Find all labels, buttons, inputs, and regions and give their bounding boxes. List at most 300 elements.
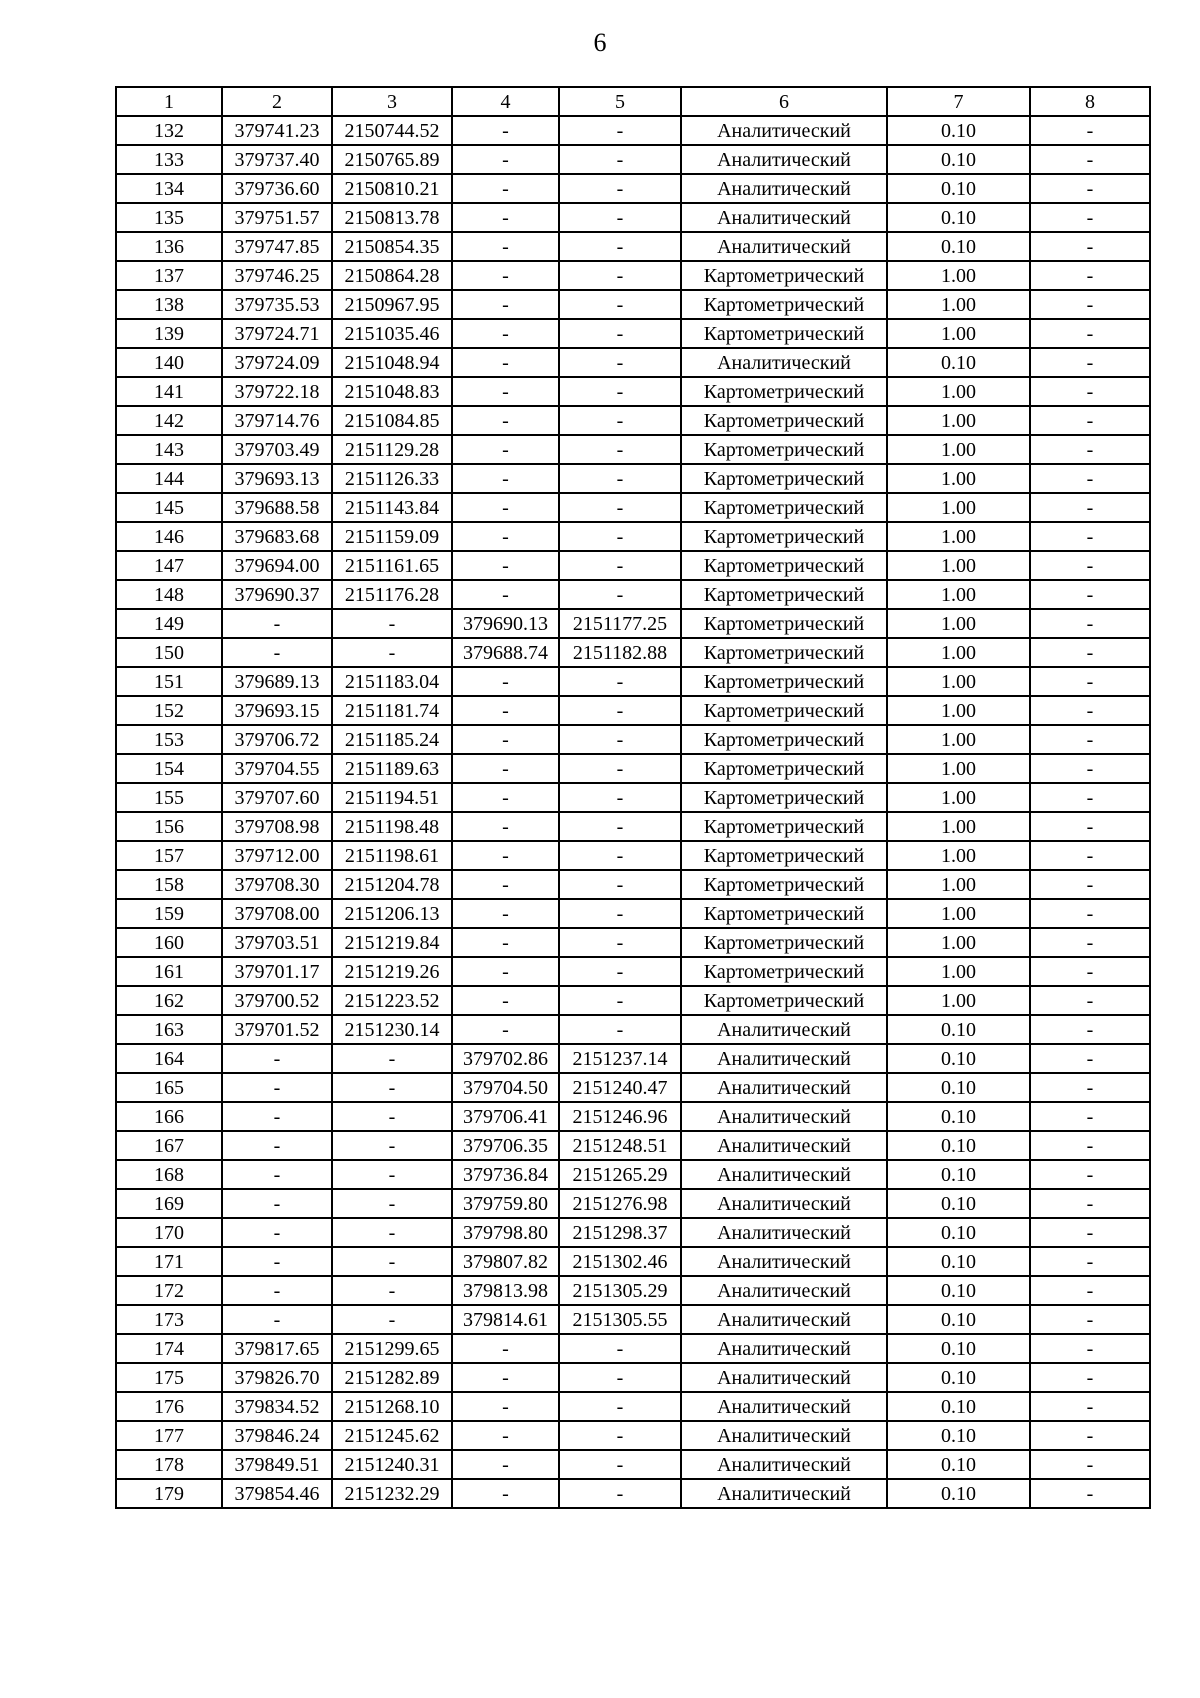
y-coordinate-cell: 2151268.10 xyxy=(332,1392,452,1421)
y-coordinate-cell: - xyxy=(332,609,452,638)
method-cell: Картометрический xyxy=(681,290,887,319)
point-number-cell: 172 xyxy=(116,1276,222,1305)
x-new-coordinate-cell: 379706.35 xyxy=(452,1131,559,1160)
accuracy-cell: 0.10 xyxy=(887,1247,1030,1276)
method-cell: Картометрический xyxy=(681,551,887,580)
point-number-cell: 166 xyxy=(116,1102,222,1131)
y-new-coordinate-cell: - xyxy=(559,348,681,377)
method-cell: Аналитический xyxy=(681,1247,887,1276)
point-number-cell: 162 xyxy=(116,986,222,1015)
x-coordinate-cell: - xyxy=(222,1305,332,1334)
x-new-coordinate-cell: - xyxy=(452,435,559,464)
note-cell: - xyxy=(1030,957,1150,986)
point-number-cell: 150 xyxy=(116,638,222,667)
y-new-coordinate-cell: - xyxy=(559,406,681,435)
y-coordinate-cell: 2151223.52 xyxy=(332,986,452,1015)
method-cell: Картометрический xyxy=(681,870,887,899)
accuracy-cell: 1.00 xyxy=(887,290,1030,319)
x-new-coordinate-cell: - xyxy=(452,1363,559,1392)
point-number-cell: 136 xyxy=(116,232,222,261)
point-number-cell: 170 xyxy=(116,1218,222,1247)
table-row xyxy=(116,174,1150,203)
y-coordinate-cell: - xyxy=(332,1247,452,1276)
y-new-coordinate-cell: - xyxy=(559,435,681,464)
y-new-coordinate-cell: - xyxy=(559,319,681,348)
table-row xyxy=(116,203,1150,232)
y-coordinate-cell: - xyxy=(332,638,452,667)
table-row xyxy=(116,348,1150,377)
note-cell: - xyxy=(1030,464,1150,493)
method-cell: Картометрический xyxy=(681,986,887,1015)
method-cell: Картометрический xyxy=(681,928,887,957)
x-new-coordinate-cell: - xyxy=(452,696,559,725)
table-row xyxy=(116,522,1150,551)
y-new-coordinate-cell: - xyxy=(559,754,681,783)
table-row xyxy=(116,319,1150,348)
x-new-coordinate-cell: - xyxy=(452,754,559,783)
x-coordinate-cell: - xyxy=(222,1276,332,1305)
y-new-coordinate-cell: - xyxy=(559,464,681,493)
y-new-coordinate-cell: - xyxy=(559,667,681,696)
x-new-coordinate-cell: 379702.86 xyxy=(452,1044,559,1073)
header-row xyxy=(116,87,1150,116)
method-cell: Аналитический xyxy=(681,1421,887,1450)
y-new-coordinate-cell: - xyxy=(559,1392,681,1421)
point-number-cell: 144 xyxy=(116,464,222,493)
table-row xyxy=(116,754,1150,783)
column-header: 3 xyxy=(332,87,452,116)
note-cell: - xyxy=(1030,725,1150,754)
y-new-coordinate-cell: - xyxy=(559,725,681,754)
column-header: 1 xyxy=(116,87,222,116)
y-coordinate-cell: 2151183.04 xyxy=(332,667,452,696)
accuracy-cell: 1.00 xyxy=(887,609,1030,638)
note-cell: - xyxy=(1030,899,1150,928)
x-coordinate-cell: - xyxy=(222,1160,332,1189)
y-new-coordinate-cell: - xyxy=(559,1479,681,1508)
table-body xyxy=(116,116,1150,1508)
x-coordinate-cell: 379700.52 xyxy=(222,986,332,1015)
x-coordinate-cell: 379693.13 xyxy=(222,464,332,493)
x-new-coordinate-cell: - xyxy=(452,870,559,899)
x-coordinate-cell: 379703.49 xyxy=(222,435,332,464)
x-new-coordinate-cell: 379759.80 xyxy=(452,1189,559,1218)
note-cell: - xyxy=(1030,986,1150,1015)
x-coordinate-cell: - xyxy=(222,1218,332,1247)
x-coordinate-cell: 379690.37 xyxy=(222,580,332,609)
point-number-cell: 176 xyxy=(116,1392,222,1421)
accuracy-cell: 0.10 xyxy=(887,1073,1030,1102)
y-coordinate-cell: - xyxy=(332,1044,452,1073)
note-cell: - xyxy=(1030,1131,1150,1160)
table-row xyxy=(116,812,1150,841)
note-cell: - xyxy=(1030,1421,1150,1450)
y-coordinate-cell: 2151084.85 xyxy=(332,406,452,435)
note-cell: - xyxy=(1030,754,1150,783)
method-cell: Аналитический xyxy=(681,232,887,261)
accuracy-cell: 0.10 xyxy=(887,1392,1030,1421)
method-cell: Аналитический xyxy=(681,1015,887,1044)
accuracy-cell: 1.00 xyxy=(887,841,1030,870)
y-new-coordinate-cell: - xyxy=(559,174,681,203)
x-coordinate-cell: 379689.13 xyxy=(222,667,332,696)
method-cell: Аналитический xyxy=(681,1218,887,1247)
method-cell: Картометрический xyxy=(681,406,887,435)
note-cell: - xyxy=(1030,783,1150,812)
method-cell: Картометрический xyxy=(681,377,887,406)
x-new-coordinate-cell: - xyxy=(452,406,559,435)
note-cell: - xyxy=(1030,1015,1150,1044)
x-new-coordinate-cell: - xyxy=(452,1421,559,1450)
point-number-cell: 154 xyxy=(116,754,222,783)
point-number-cell: 167 xyxy=(116,1131,222,1160)
x-coordinate-cell: 379683.68 xyxy=(222,522,332,551)
column-header: 7 xyxy=(887,87,1030,116)
note-cell: - xyxy=(1030,1276,1150,1305)
table-row xyxy=(116,1276,1150,1305)
x-new-coordinate-cell: 379690.13 xyxy=(452,609,559,638)
x-coordinate-cell: 379747.85 xyxy=(222,232,332,261)
y-coordinate-cell: - xyxy=(332,1276,452,1305)
x-new-coordinate-cell: - xyxy=(452,899,559,928)
y-coordinate-cell: 2151194.51 xyxy=(332,783,452,812)
coordinates-table xyxy=(115,86,1151,1509)
table-row xyxy=(116,493,1150,522)
accuracy-cell: 0.10 xyxy=(887,1334,1030,1363)
accuracy-cell: 0.10 xyxy=(887,1450,1030,1479)
y-new-coordinate-cell: 2151305.29 xyxy=(559,1276,681,1305)
x-coordinate-cell: 379693.15 xyxy=(222,696,332,725)
y-coordinate-cell: 2151048.83 xyxy=(332,377,452,406)
accuracy-cell: 1.00 xyxy=(887,464,1030,493)
note-cell: - xyxy=(1030,145,1150,174)
y-new-coordinate-cell: 2151246.96 xyxy=(559,1102,681,1131)
method-cell: Аналитический xyxy=(681,1450,887,1479)
point-number-cell: 133 xyxy=(116,145,222,174)
column-header: 4 xyxy=(452,87,559,116)
page-number: 6 xyxy=(593,28,607,57)
method-cell: Аналитический xyxy=(681,1334,887,1363)
y-new-coordinate-cell: 2151240.47 xyxy=(559,1073,681,1102)
accuracy-cell: 1.00 xyxy=(887,870,1030,899)
x-coordinate-cell: 379708.30 xyxy=(222,870,332,899)
x-coordinate-cell: 379817.65 xyxy=(222,1334,332,1363)
x-coordinate-cell: - xyxy=(222,609,332,638)
table-row xyxy=(116,986,1150,1015)
method-cell: Картометрический xyxy=(681,464,887,493)
y-coordinate-cell: 2151232.29 xyxy=(332,1479,452,1508)
table-row xyxy=(116,1073,1150,1102)
y-new-coordinate-cell: - xyxy=(559,203,681,232)
accuracy-cell: 0.10 xyxy=(887,1044,1030,1073)
x-new-coordinate-cell: - xyxy=(452,1015,559,1044)
method-cell: Картометрический xyxy=(681,899,887,928)
table-row xyxy=(116,145,1150,174)
accuracy-cell: 0.10 xyxy=(887,1218,1030,1247)
y-coordinate-cell: 2151129.28 xyxy=(332,435,452,464)
y-coordinate-cell: 2151219.26 xyxy=(332,957,452,986)
accuracy-cell: 1.00 xyxy=(887,319,1030,348)
y-new-coordinate-cell: - xyxy=(559,1363,681,1392)
y-coordinate-cell: 2151126.33 xyxy=(332,464,452,493)
x-coordinate-cell: 379688.58 xyxy=(222,493,332,522)
note-cell: - xyxy=(1030,1450,1150,1479)
point-number-cell: 163 xyxy=(116,1015,222,1044)
table-row xyxy=(116,1305,1150,1334)
accuracy-cell: 0.10 xyxy=(887,1160,1030,1189)
x-coordinate-cell: - xyxy=(222,1189,332,1218)
accuracy-cell: 0.10 xyxy=(887,348,1030,377)
x-new-coordinate-cell: - xyxy=(452,290,559,319)
y-coordinate-cell: 2151204.78 xyxy=(332,870,452,899)
point-number-cell: 142 xyxy=(116,406,222,435)
x-coordinate-cell: 379741.23 xyxy=(222,116,332,145)
note-cell: - xyxy=(1030,261,1150,290)
accuracy-cell: 0.10 xyxy=(887,1015,1030,1044)
point-number-cell: 160 xyxy=(116,928,222,957)
y-new-coordinate-cell: - xyxy=(559,580,681,609)
point-number-cell: 135 xyxy=(116,203,222,232)
table-row xyxy=(116,1044,1150,1073)
accuracy-cell: 1.00 xyxy=(887,667,1030,696)
accuracy-cell: 1.00 xyxy=(887,812,1030,841)
point-number-cell: 164 xyxy=(116,1044,222,1073)
method-cell: Аналитический xyxy=(681,116,887,145)
y-new-coordinate-cell: 2151302.46 xyxy=(559,1247,681,1276)
method-cell: Картометрический xyxy=(681,609,887,638)
point-number-cell: 147 xyxy=(116,551,222,580)
y-coordinate-cell: 2151198.61 xyxy=(332,841,452,870)
accuracy-cell: 0.10 xyxy=(887,1189,1030,1218)
x-new-coordinate-cell: - xyxy=(452,928,559,957)
method-cell: Аналитический xyxy=(681,1392,887,1421)
y-new-coordinate-cell: - xyxy=(559,290,681,319)
table-row xyxy=(116,725,1150,754)
x-new-coordinate-cell: - xyxy=(452,957,559,986)
column-header: 5 xyxy=(559,87,681,116)
y-new-coordinate-cell: 2151265.29 xyxy=(559,1160,681,1189)
x-new-coordinate-cell: - xyxy=(452,464,559,493)
y-coordinate-cell: 2151299.65 xyxy=(332,1334,452,1363)
point-number-cell: 171 xyxy=(116,1247,222,1276)
table-row xyxy=(116,841,1150,870)
accuracy-cell: 1.00 xyxy=(887,261,1030,290)
x-coordinate-cell: - xyxy=(222,1131,332,1160)
table-row xyxy=(116,1479,1150,1508)
y-coordinate-cell: 2151245.62 xyxy=(332,1421,452,1450)
table-row xyxy=(116,696,1150,725)
table-row xyxy=(116,1189,1150,1218)
x-new-coordinate-cell: - xyxy=(452,1334,559,1363)
method-cell: Картометрический xyxy=(681,435,887,464)
table-row xyxy=(116,1247,1150,1276)
table-row xyxy=(116,435,1150,464)
x-coordinate-cell: - xyxy=(222,1044,332,1073)
note-cell: - xyxy=(1030,870,1150,899)
y-new-coordinate-cell: - xyxy=(559,928,681,957)
point-number-cell: 134 xyxy=(116,174,222,203)
y-new-coordinate-cell: - xyxy=(559,116,681,145)
point-number-cell: 169 xyxy=(116,1189,222,1218)
point-number-cell: 168 xyxy=(116,1160,222,1189)
point-number-cell: 149 xyxy=(116,609,222,638)
note-cell: - xyxy=(1030,116,1150,145)
y-coordinate-cell: - xyxy=(332,1131,452,1160)
y-coordinate-cell: 2151161.65 xyxy=(332,551,452,580)
note-cell: - xyxy=(1030,1334,1150,1363)
y-coordinate-cell: 2150765.89 xyxy=(332,145,452,174)
note-cell: - xyxy=(1030,232,1150,261)
point-number-cell: 161 xyxy=(116,957,222,986)
table-row xyxy=(116,667,1150,696)
y-new-coordinate-cell: 2151248.51 xyxy=(559,1131,681,1160)
x-new-coordinate-cell: - xyxy=(452,261,559,290)
note-cell: - xyxy=(1030,1479,1150,1508)
point-number-cell: 156 xyxy=(116,812,222,841)
y-new-coordinate-cell: - xyxy=(559,957,681,986)
x-new-coordinate-cell: - xyxy=(452,232,559,261)
x-coordinate-cell: - xyxy=(222,638,332,667)
table-row xyxy=(116,232,1150,261)
x-new-coordinate-cell: - xyxy=(452,319,559,348)
y-new-coordinate-cell: - xyxy=(559,899,681,928)
y-new-coordinate-cell: - xyxy=(559,783,681,812)
x-coordinate-cell: 379722.18 xyxy=(222,377,332,406)
note-cell: - xyxy=(1030,1363,1150,1392)
x-coordinate-cell: 379846.24 xyxy=(222,1421,332,1450)
table-row xyxy=(116,1363,1150,1392)
note-cell: - xyxy=(1030,377,1150,406)
accuracy-cell: 1.00 xyxy=(887,522,1030,551)
table-row xyxy=(116,638,1150,667)
accuracy-cell: 0.10 xyxy=(887,1421,1030,1450)
table-header xyxy=(116,87,1150,116)
y-coordinate-cell: 2150967.95 xyxy=(332,290,452,319)
x-coordinate-cell: 379714.76 xyxy=(222,406,332,435)
note-cell: - xyxy=(1030,1218,1150,1247)
y-new-coordinate-cell: - xyxy=(559,1421,681,1450)
accuracy-cell: 1.00 xyxy=(887,899,1030,928)
point-number-cell: 138 xyxy=(116,290,222,319)
y-coordinate-cell: 2150810.21 xyxy=(332,174,452,203)
method-cell: Аналитический xyxy=(681,145,887,174)
table-row xyxy=(116,1160,1150,1189)
table-row xyxy=(116,1421,1150,1450)
note-cell: - xyxy=(1030,1160,1150,1189)
y-new-coordinate-cell: - xyxy=(559,870,681,899)
y-coordinate-cell: 2151159.09 xyxy=(332,522,452,551)
y-coordinate-cell: 2150864.28 xyxy=(332,261,452,290)
point-number-cell: 139 xyxy=(116,319,222,348)
table-row xyxy=(116,870,1150,899)
method-cell: Картометрический xyxy=(681,667,887,696)
x-coordinate-cell: 379701.17 xyxy=(222,957,332,986)
accuracy-cell: 1.00 xyxy=(887,725,1030,754)
y-new-coordinate-cell: - xyxy=(559,841,681,870)
accuracy-cell: 0.10 xyxy=(887,1305,1030,1334)
table-row xyxy=(116,1392,1150,1421)
x-coordinate-cell: 379854.46 xyxy=(222,1479,332,1508)
note-cell: - xyxy=(1030,1073,1150,1102)
point-number-cell: 143 xyxy=(116,435,222,464)
x-coordinate-cell: - xyxy=(222,1073,332,1102)
x-coordinate-cell: 379712.00 xyxy=(222,841,332,870)
y-new-coordinate-cell: - xyxy=(559,551,681,580)
method-cell: Картометрический xyxy=(681,957,887,986)
note-cell: - xyxy=(1030,1305,1150,1334)
column-header: 8 xyxy=(1030,87,1150,116)
point-number-cell: 145 xyxy=(116,493,222,522)
y-coordinate-cell: - xyxy=(332,1189,452,1218)
method-cell: Картометрический xyxy=(681,638,887,667)
point-number-cell: 178 xyxy=(116,1450,222,1479)
note-cell: - xyxy=(1030,551,1150,580)
y-coordinate-cell: 2150813.78 xyxy=(332,203,452,232)
x-new-coordinate-cell: 379798.80 xyxy=(452,1218,559,1247)
x-coordinate-cell: 379706.72 xyxy=(222,725,332,754)
note-cell: - xyxy=(1030,348,1150,377)
accuracy-cell: 0.10 xyxy=(887,116,1030,145)
point-number-cell: 175 xyxy=(116,1363,222,1392)
point-number-cell: 157 xyxy=(116,841,222,870)
y-coordinate-cell: - xyxy=(332,1073,452,1102)
method-cell: Аналитический xyxy=(681,1305,887,1334)
point-number-cell: 165 xyxy=(116,1073,222,1102)
note-cell: - xyxy=(1030,1044,1150,1073)
point-number-cell: 153 xyxy=(116,725,222,754)
accuracy-cell: 1.00 xyxy=(887,580,1030,609)
y-coordinate-cell: 2151143.84 xyxy=(332,493,452,522)
method-cell: Аналитический xyxy=(681,1131,887,1160)
point-number-cell: 158 xyxy=(116,870,222,899)
point-number-cell: 177 xyxy=(116,1421,222,1450)
point-number-cell: 151 xyxy=(116,667,222,696)
x-coordinate-cell: 379746.25 xyxy=(222,261,332,290)
note-cell: - xyxy=(1030,522,1150,551)
method-cell: Картометрический xyxy=(681,493,887,522)
accuracy-cell: 1.00 xyxy=(887,551,1030,580)
table-row xyxy=(116,1450,1150,1479)
y-new-coordinate-cell: - xyxy=(559,1450,681,1479)
table-row xyxy=(116,1015,1150,1044)
y-coordinate-cell: 2151282.89 xyxy=(332,1363,452,1392)
method-cell: Аналитический xyxy=(681,348,887,377)
x-new-coordinate-cell: 379704.50 xyxy=(452,1073,559,1102)
table-row xyxy=(116,464,1150,493)
method-cell: Аналитический xyxy=(681,1189,887,1218)
method-cell: Аналитический xyxy=(681,1044,887,1073)
accuracy-cell: 1.00 xyxy=(887,928,1030,957)
accuracy-cell: 1.00 xyxy=(887,754,1030,783)
y-coordinate-cell: 2151189.63 xyxy=(332,754,452,783)
accuracy-cell: 1.00 xyxy=(887,986,1030,1015)
accuracy-cell: 0.10 xyxy=(887,174,1030,203)
method-cell: Картометрический xyxy=(681,812,887,841)
x-coordinate-cell: 379751.57 xyxy=(222,203,332,232)
x-coordinate-cell: 379724.09 xyxy=(222,348,332,377)
note-cell: - xyxy=(1030,435,1150,464)
table-row xyxy=(116,290,1150,319)
x-new-coordinate-cell: - xyxy=(452,145,559,174)
column-header: 2 xyxy=(222,87,332,116)
table-row xyxy=(116,580,1150,609)
note-cell: - xyxy=(1030,1102,1150,1131)
note-cell: - xyxy=(1030,667,1150,696)
y-coordinate-cell: 2151185.24 xyxy=(332,725,452,754)
table-row xyxy=(116,783,1150,812)
x-new-coordinate-cell: - xyxy=(452,1479,559,1508)
point-number-cell: 140 xyxy=(116,348,222,377)
